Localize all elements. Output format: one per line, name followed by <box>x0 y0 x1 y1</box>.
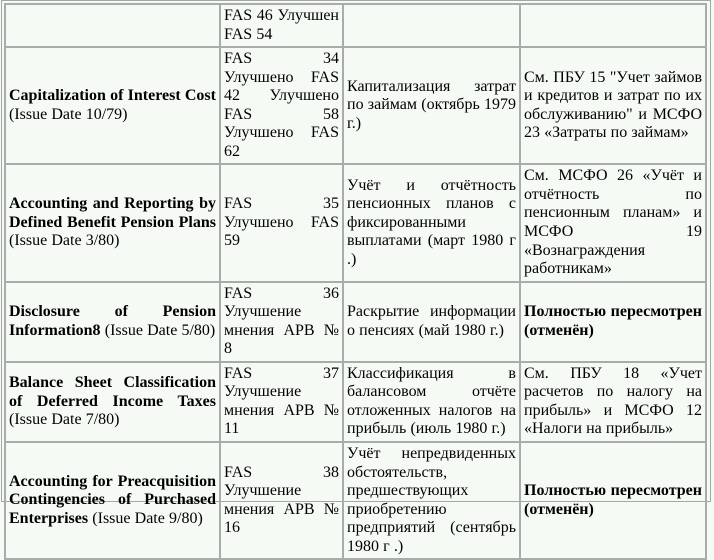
translation-text: Учёт и отчётность пенсионных планов с фиксированными выплатами (март 1980 г .) <box>347 176 516 268</box>
notes-text: См. ПБУ 18 «Учет расчетов по налогу на прибыль» и МСФО 12 «Налоги на прибыль» <box>524 364 702 438</box>
cell-fas-number <box>220 164 343 281</box>
translation-text: Капитализация затрат по займам (октябрь 1979 г.) <box>347 77 516 132</box>
notes-text: См. МСФО 26 «Учёт и отчётность по пенсионным планам» и МСФО 19 «Вознаграждения работникам» <box>524 167 702 278</box>
cell-russian-translation <box>343 442 520 559</box>
cell-fas-number <box>220 282 343 362</box>
cell-standard-name <box>5 362 220 442</box>
standard-name: Capitalization of Interest Cost <box>9 87 216 105</box>
translation-text: Классификация в балансовом отчёте отложенных налогов на прибыль (июль 1980 г.) <box>347 364 516 438</box>
notes-text: Полностью пересмотрен (отменён) <box>524 482 702 518</box>
cell-standard-name <box>5 47 220 164</box>
cell-standard-name <box>5 282 220 362</box>
cell-reference-notes <box>520 282 706 362</box>
cell-reference-notes <box>520 442 706 559</box>
cell-reference-notes <box>520 362 706 442</box>
fas-number-text: FAS 38 Улучшение мнения APB № 16 <box>224 463 339 537</box>
cell-russian-translation <box>343 47 520 164</box>
fas-number-text: FAS 46 Улучшен FAS 54 <box>224 7 339 43</box>
standard-issue-date: (Issue Date 3/80) <box>9 232 120 250</box>
cell-fas-number <box>220 362 343 442</box>
fas-number-text: FAS 35 Улучшено FAS 59 <box>224 195 339 250</box>
standard-issue-date: (Issue Date 9/80) <box>92 509 203 527</box>
standard-issue-date: (Issue Date 10/79) <box>9 105 128 123</box>
translation-text: Учёт непредвиденных обстоятельств, предшествующих приобретению предприятий (сентябрь 1980 г .) <box>347 445 516 555</box>
cell-fas-number <box>220 442 343 559</box>
notes-text: Полностью пересмотрен (отменён) <box>524 303 702 339</box>
table-row <box>5 4 706 47</box>
standard-issue-date: (Issue Date 7/80) <box>9 411 120 429</box>
cell-fas-number <box>220 47 343 164</box>
fas-standards-table <box>4 3 707 560</box>
cell-fas-number <box>220 4 343 47</box>
table-row <box>5 282 706 362</box>
cell-russian-translation <box>343 362 520 442</box>
cell-reference-notes <box>520 47 706 164</box>
cell-russian-translation <box>343 282 520 362</box>
standards-table-frame <box>1 0 711 555</box>
fas-number-text: FAS 37 Улучшение мнения APB № 11 <box>224 364 339 438</box>
standard-name: Balance Sheet Classification of Deferred Income Taxes <box>9 374 216 410</box>
cell-russian-translation <box>343 164 520 281</box>
cell-standard-name <box>5 4 220 47</box>
standard-name: Accounting for Preacquisition Contingencies of Purchased Enterprises <box>9 472 216 527</box>
cell-reference-notes <box>520 164 706 281</box>
notes-text: См. ПБУ 15 "Учет займов и кредитов и затрат по их обслуживанию" и МСФО 23 «Затраты по займам» <box>524 68 702 142</box>
table-row <box>5 47 706 164</box>
table-row <box>5 164 706 281</box>
table-row <box>5 362 706 442</box>
cell-reference-notes <box>520 4 706 47</box>
standard-name: Accounting and Reporting by Defined Benefit Pension Plans <box>9 195 216 231</box>
cell-standard-name <box>5 164 220 281</box>
standard-issue-date: (Issue Date 5/80) <box>104 321 216 339</box>
fas-number-text: FAS 34 Улучшено FAS 42 Улучшено FAS 58 Улучшено FAS 62 <box>224 50 339 160</box>
cell-standard-name <box>5 442 220 559</box>
table-row <box>5 442 706 559</box>
fas-number-text: FAS 36 Улучшение мнения APB № 8 <box>224 284 339 358</box>
standard-name: Disclosure of Pension Information8 <box>9 303 216 339</box>
cell-russian-translation <box>343 4 520 47</box>
translation-text: Раскрытие информации о пенсиях (май 1980 г.) <box>347 303 516 339</box>
